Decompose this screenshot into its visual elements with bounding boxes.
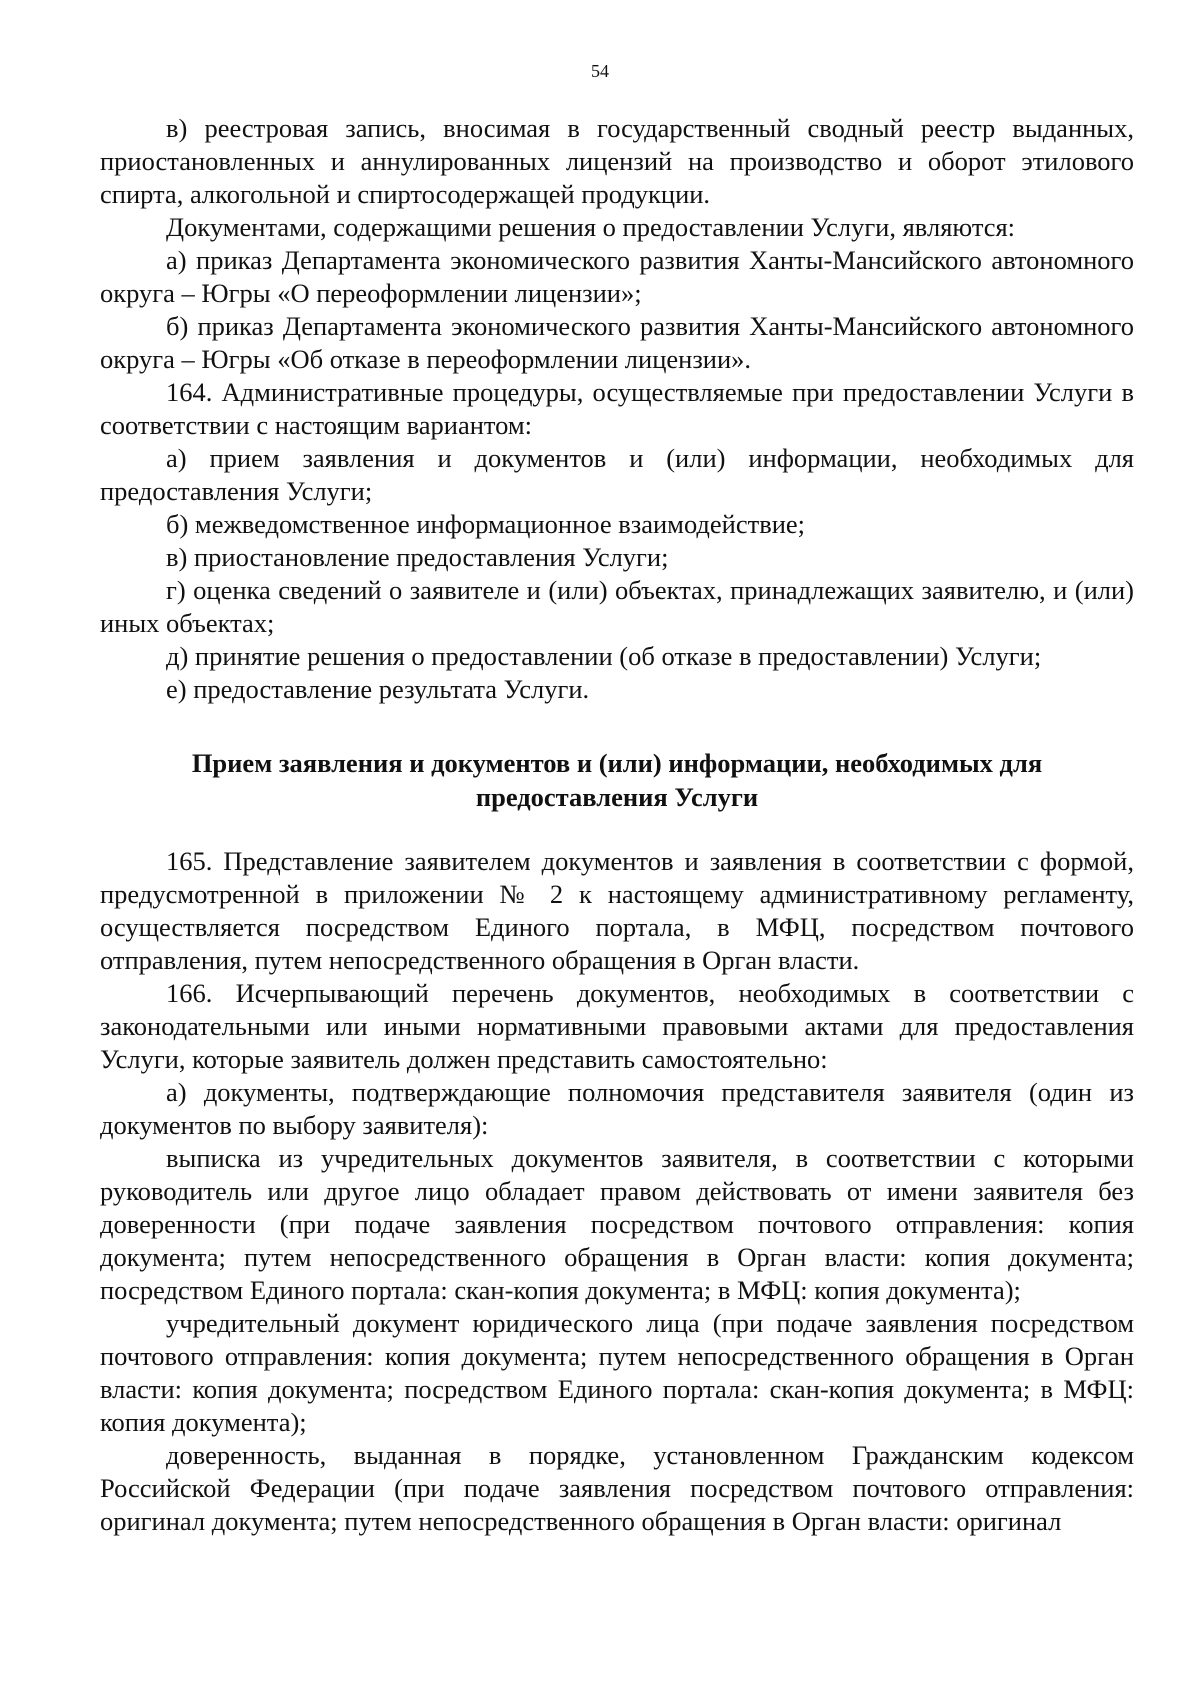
paragraph-164: 164. Административные процедуры, осуществляемые при предоставлении Услуги в соответствии с настоящим вариантом: [100,377,1134,440]
paragraph-order-reissue: а) приказ Департамента экономического развития Ханты-Мансийского автономного округа – Югры «О переоформлении лицензии»; [100,245,1134,308]
paragraph-order-refusal: б) приказ Департамента экономического развития Ханты-Мансийского автономного округа – Югры «Об отказе в переоформлении лицензии». [100,311,1134,374]
paragraph-166: 166. Исчерпывающий перечень документов, необходимых в соответствии с законодательными или иными нормативными правовыми актами для предоставления Услуги, которые заявитель должен представить самостоятельно: [100,978,1134,1074]
list-item-e: е) предоставление результата Услуги. [166,674,590,704]
list-item-v: в) приостановление предоставления Услуги; [166,542,669,572]
page-number: 54 [591,61,609,81]
list-item-d: д) принятие решения о предоставлении (об отказе в предоставлении) Услуги; [166,641,1042,671]
document-body [100,112,1134,1538]
paragraph-registry-entry: в) реестровая запись, вносимая в государственный сводный реестр выданных, приостановленных и аннулированных лицензий на производство и оборот этилового спирта, алкогольной и спиртосодержащей продукции. [100,113,1134,209]
paragraph-165: 165. Представление заявителем документов и заявления в соответствии с формой, предусмотренной в приложении № 2 к настоящему административному регламенту, осуществляется посредством Единого портала, в МФЦ, посредством почтового отправления, путем непосредственного обращения в Орган власти. [100,846,1134,975]
paragraph-extract: выписка из учредительных документов заявителя, в соответствии с которыми руководитель или другое лицо обладает правом действовать от имени заявителя без доверенности (при подаче заявления посредством почтового отправления: копия документа; путем непосредственного обращения в Орган власти: копия документа; посредством Единого портала: скан-копия документа; в МФЦ: копия документа); [100,1143,1134,1305]
paragraph-founding-document: учредительный документ юридического лица (при подаче заявления посредством почтового отправления: копия документа; путем непосредственного обращения в Орган власти: копия документа; посредством Единого портала: скан-копия документа; в МФЦ: копия документа); [100,1308,1134,1437]
list-item-a: а) прием заявления и документов и (или) информации, необходимых для предоставления Услуги; [100,443,1134,506]
list-item-b: б) межведомственное информационное взаимодействие; [166,509,806,539]
paragraph-decision-documents: Документами, содержащими решения о предоставлении Услуги, являются: [166,212,1016,242]
list-item-authority-docs: а) документы, подтверждающие полномочия представителя заявителя (один из документов по выбору заявителя): [100,1077,1134,1140]
paragraph-power-of-attorney: доверенность, выданная в порядке, установленном Гражданским кодексом Российской Федерации (при подаче заявления посредством почтового отправления: оригинал документа; путем непосредственного обращения в Орган власти: оригинал [100,1440,1134,1536]
section-heading: Прием заявления и документов и (или) информации, необходимых для предоставления Услуги [191,748,1043,812]
list-item-g: г) оценка сведений о заявителе и (или) объектах, принадлежащих заявителю, и (или) иных объектах; [100,575,1134,638]
